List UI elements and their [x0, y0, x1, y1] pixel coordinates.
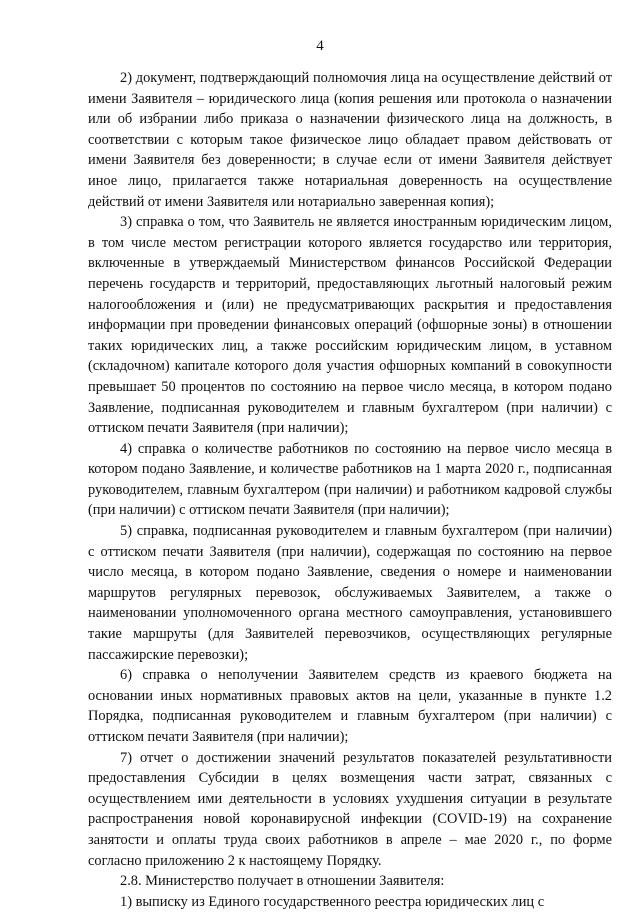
- page-number: 4: [316, 38, 324, 54]
- paragraph-item-3: 3) справка о том, что Заявитель не является иностранным юридическим лицом, в том числе местом регистрации которого является государство или территория, включенные в утверждаемый Министерством финансов Российской Федерации перечень государств и территорий, предоставляющих льготный налоговый режим налогообложения и (или) не предусматривающих раскрытия и предоставления информации при проведении финансовых операций (офшорные зоны) в отношении таких юридических лиц, а также российским юридическим лицом, в уставном (складочном) капитале которого доля участия офшорных компаний в совокупности превышает 50 процентов по состоянию на первое число месяца, в котором подано Заявление, подписанная руководителем и главным бухгалтером (при наличии) с оттиском печати Заявителя (при наличии);: [88, 214, 612, 437]
- paragraph-item-7: 7) отчет о достижении значений результатов показателей результативности предоставления Субсидии в целях возмещения части затрат, связанных с осуществлением ими деятельности в условиях ухудшения ситуации в результате распространения новой коронавирусной инфекции (COVID-19) на сохранение занятости и оплаты труда своих работников в апреле – мае 2020 г., по форме согласно приложению 2 к настоящему Порядку.: [88, 749, 612, 869]
- paragraph-item-5: 5) справка, подписанная руководителем и главным бухгалтером (при наличии) с оттиском печати Заявителя (при наличии), содержащая по состоянию на первое число месяца, в котором подано Заявление, сведения о номере и наименовании маршрутов регулярных перевозок, обслуживаемых Заявителем, а также о наименовании уполномоченного органа местного самоуправления, установившего такие маршруты (для Заявителей перевозчиков, осуществляющих регулярные пассажирские перевозки);: [88, 523, 612, 663]
- paragraph-item-1-extract: 1) выписку из Единого государственного реестра юридических лиц с: [120, 893, 545, 910]
- paragraph-item-6: 6) справка о неполучении Заявителем средств из краевого бюджета на основании иных нормативных правовых актов на цели, указанные в пункте 1.2 Порядка, подписанная руководителем и главным бухгалтером (при наличии) с оттиском печати Заявителя (при наличии);: [88, 667, 612, 745]
- paragraph-item-2: 2) документ, подтверждающий полномочия лица на осуществление действий от имени Заявителя – юридического лица (копия решения или протокола о назначении или об избрании либо приказа о назначении физического лица на должность, в соответствии с которым такое физическое лицо обладает правом действовать от имени Заявителя без доверенности; в случае если от имени Заявителя действует иное лицо, прилагается также нотариальная доверенность на осуществление действий от имени Заявителя или нотариально заверенная копия);: [88, 70, 612, 210]
- paragraph-item-4: 4) справка о количестве работников по состоянию на первое число месяца в котором подано Заявление, и количестве работников на 1 марта 2020 г., подписанная руководителем, главным бухгалтером (при наличии) и работником кадровой службы (при наличии) с оттиском печати Заявителя (при наличии);: [88, 440, 612, 519]
- section-2-8-heading: 2.8. Министерство получает в отношении Заявителя:: [120, 873, 445, 890]
- document-body: [88, 68, 612, 912]
